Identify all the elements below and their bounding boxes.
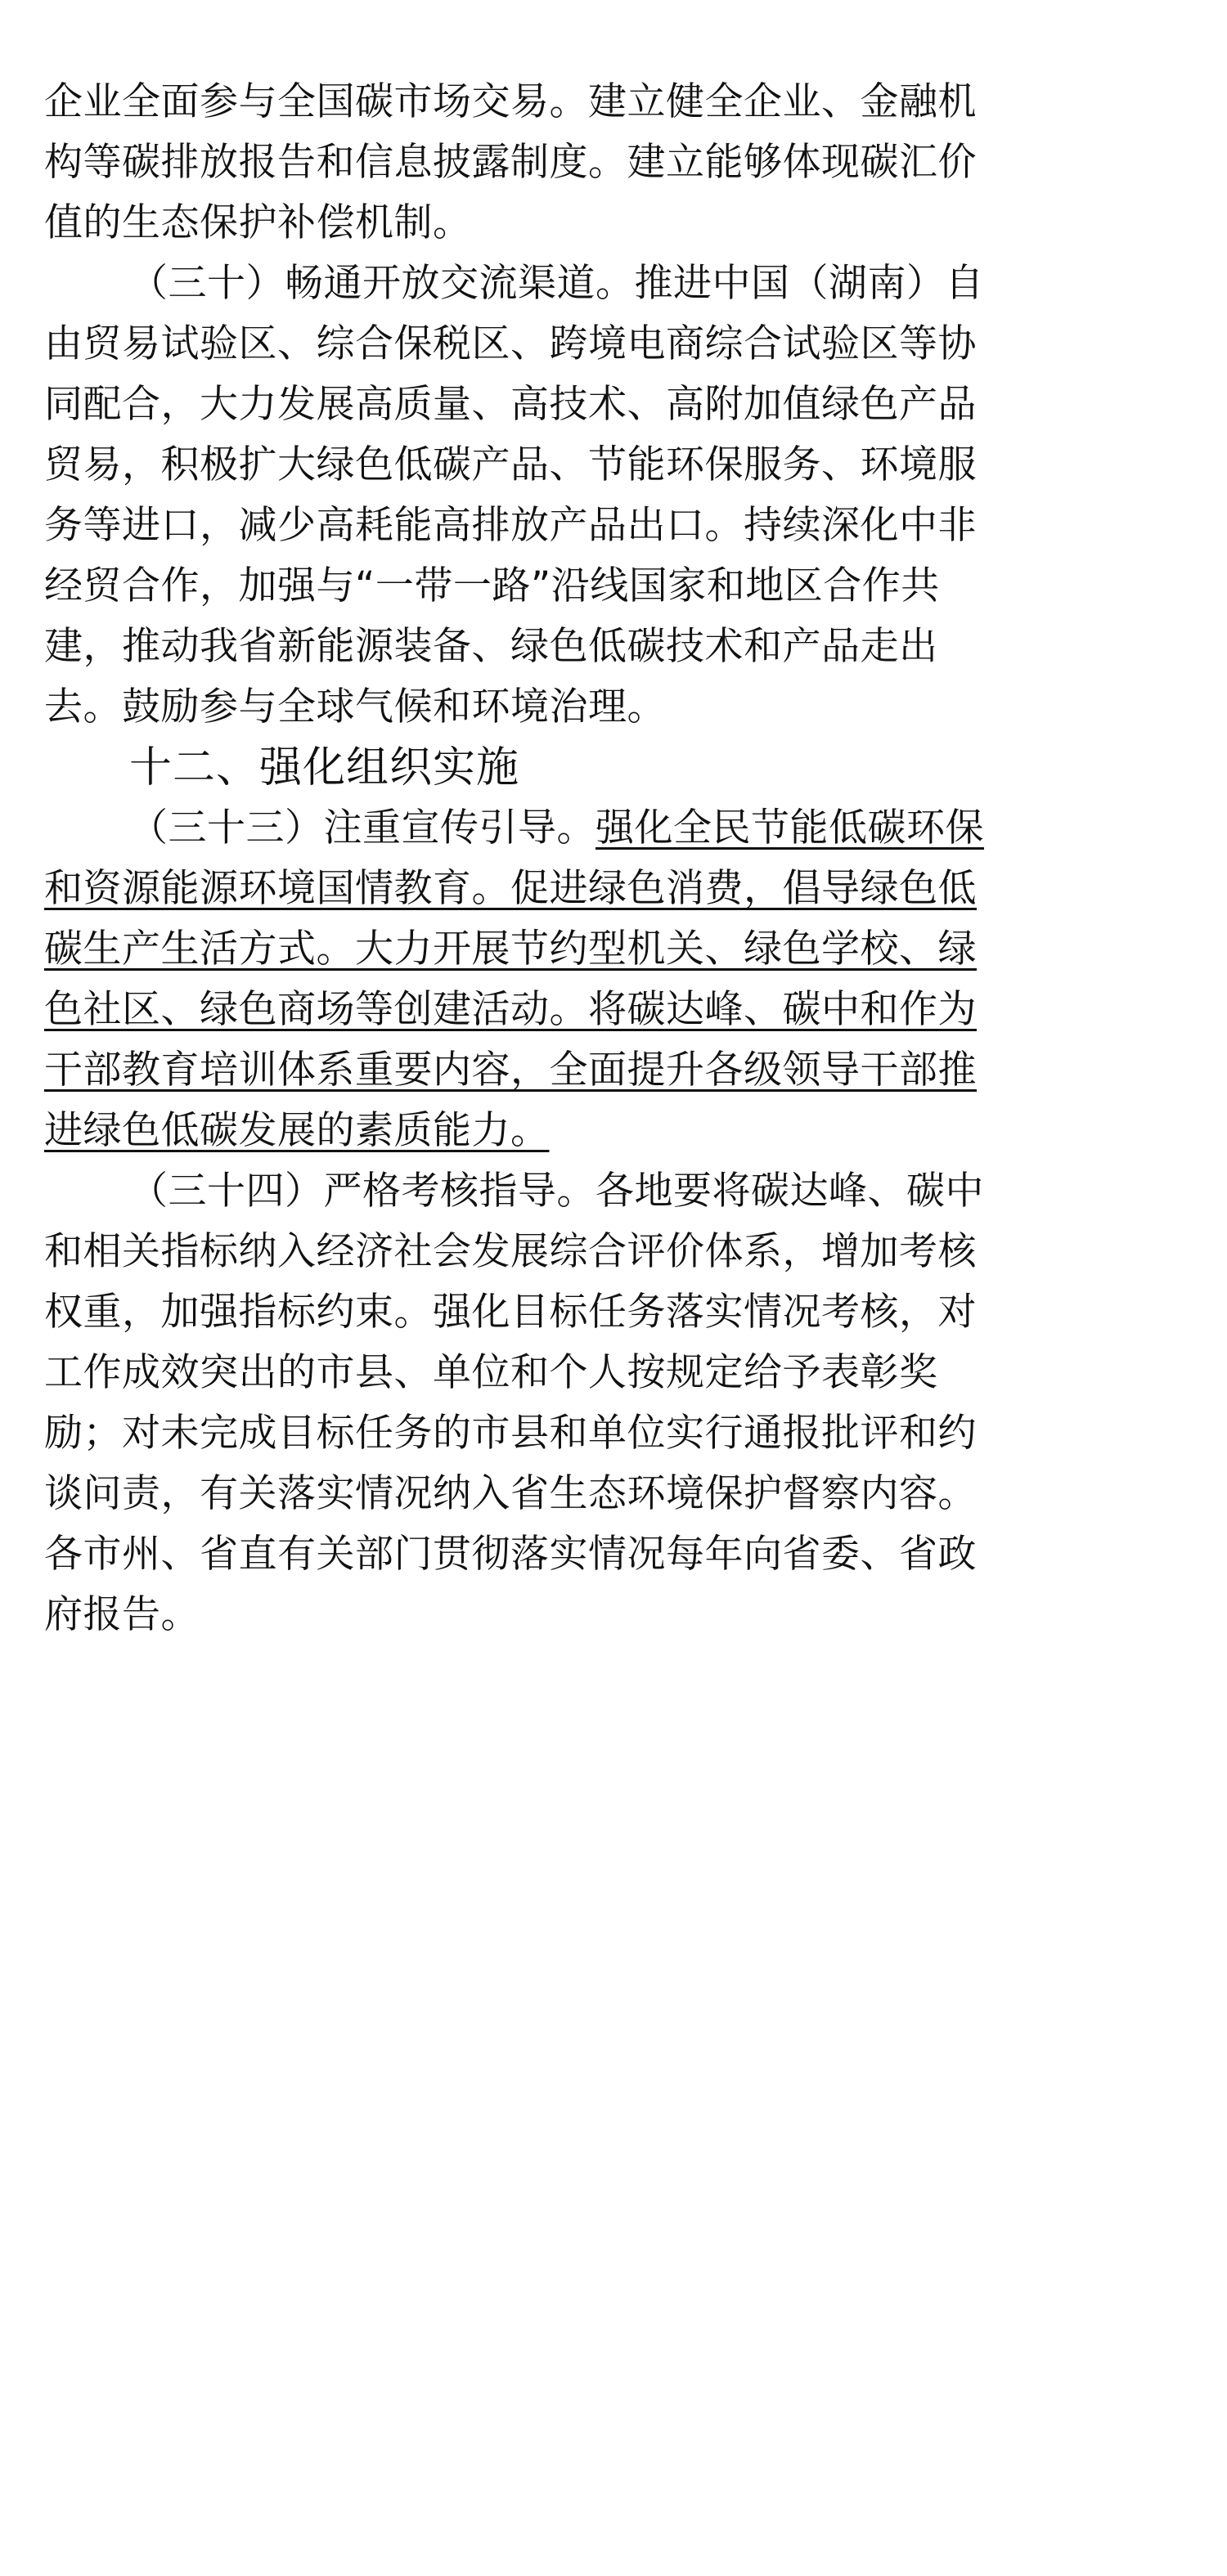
text-line: 经贸合作，加强与“一带一路”沿线国家和地区合作共 [44,563,940,608]
document-page [44,72,1009,1645]
text-line: 权重，加强指标约束。强化目标任务落实情况考核，对 [44,1290,977,1335]
underlined-text: 强化全民节能低碳环保 [596,806,984,850]
paragraph-33-publicity [44,798,1009,1161]
text-line: 贸易，积极扩大绿色低碳产品、节能环保服务、环境服 [44,442,977,487]
text-line: 构等碳排放报告和信息披露制度。建立能够体现碳汇价 [44,140,977,185]
underlined-text: 干部教育培训体系重要内容，全面提升各级领导干部推 [44,1048,977,1093]
text-line: （三十）畅通开放交流渠道。推进中国（湖南）自 [129,261,984,306]
text-line [44,1040,1009,1101]
text-line: 由贸易试验区、综合保税区、跨境电商综合试验区等协 [44,321,977,366]
text-line: 府报告。 [44,1592,200,1637]
text-line [44,798,1009,859]
text-line: 企业全面参与全国碳市场交易。建立健全企业、金融机 [44,79,977,124]
text-line: 务等进口，减少高耗能高排放产品出口。持续深化中非 [44,503,977,548]
underlined-text: 碳生产生活方式。大力开展节约型机关、绿色学校、绿 [44,927,977,972]
paragraph-34-assessment [44,1161,1009,1645]
text-line: 谈问责，有关落实情况纳入省生态环境保护督察内容。 [44,1471,977,1516]
text-line [44,919,1009,980]
paragraph-lead: （三十三）注重宣传引导。 [129,806,596,850]
underlined-text: 和资源能源环境国情教育。促进绿色消费，倡导绿色低 [44,866,977,911]
text-line: 同配合，大力发展高质量、高技术、高附加值绿色产品 [44,382,977,427]
text-line [44,980,1009,1040]
text-line: 励；对未完成目标任务的市县和单位实行通报批评和约 [44,1411,977,1456]
text-line: 建，推动我省新能源装备、绿色低碳技术和产品走出 [44,624,938,669]
text-line: 值的生态保护补偿机制。 [44,200,472,245]
text-line: 去。鼓励参与全球气候和环境治理。 [44,684,666,729]
underlined-text: 色社区、绿色商场等创建活动。将碳达峰、碳中和作为 [44,987,977,1032]
text-line: 和相关指标纳入经济社会发展综合评价体系，增加考核 [44,1229,977,1274]
text-line: （三十四）严格考核指导。各地要将碳达峰、碳中 [129,1169,984,1214]
text-line: 各市州、省直有关部门贯彻落实情况每年向省委、省政 [44,1532,977,1577]
text-line: 工作成效突出的市县、单位和个人按规定给予表彰奖 [44,1350,938,1395]
paragraph-30-open-exchange [44,254,1009,738]
text-line [44,1101,1009,1161]
paragraph-carbon-market [44,72,1009,254]
text-line [44,859,1009,919]
section-heading: 十二、强化组织实施 [129,743,520,792]
underlined-text: 进绿色低碳发展的素质能力。 [44,1108,550,1153]
